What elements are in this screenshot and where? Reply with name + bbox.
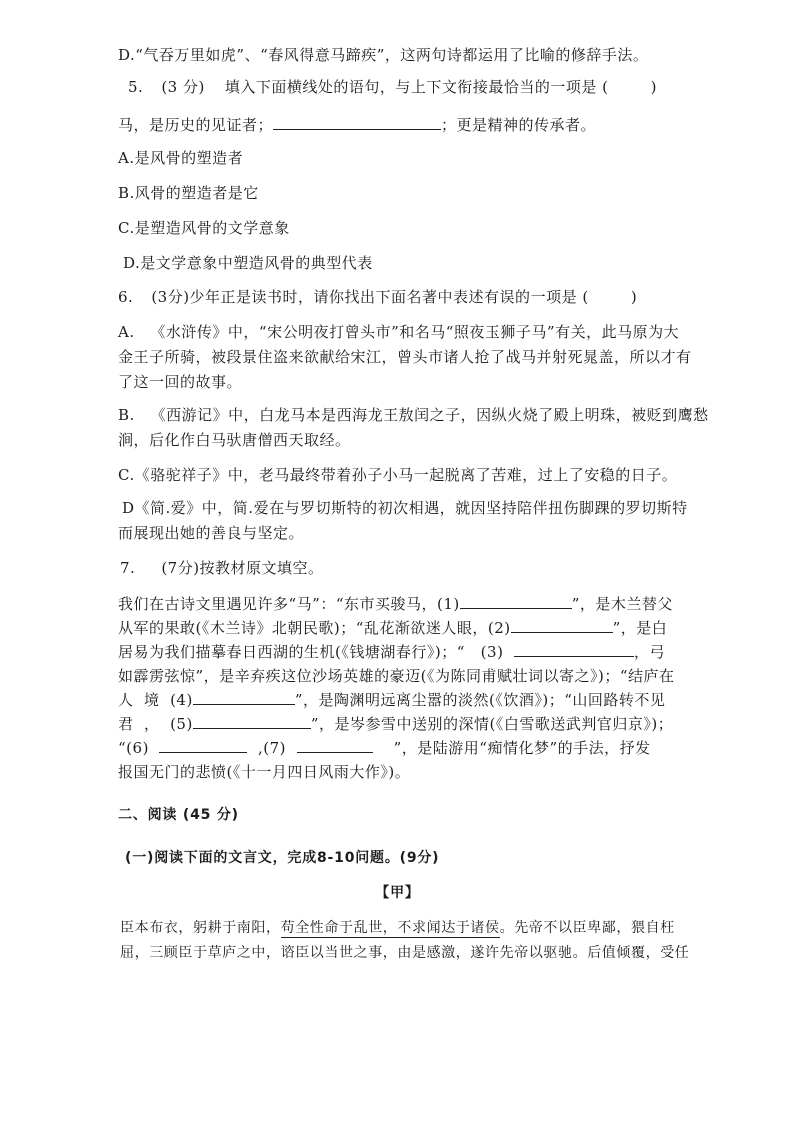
q5-header [128,77,657,97]
q7-text: 我们在古诗文里遇见许多“马”：“东市买骏马，(1) [118,595,460,613]
passage-line [120,918,675,938]
q5-points: (3 分) [161,78,205,96]
q7-text: ”，是木兰替父 [571,595,673,613]
q7-text: ,(7) [247,739,297,757]
q6-option-a-line: 了这一回的故事。 [118,373,243,391]
q6-option-d-line: D《简.爱》中，简.爱在与罗切斯特的初次相遇，就因坚持陪伴扭伤脚踝的罗切斯特 [122,499,688,517]
q7-text: 报国无门的悲愤(《十一月四日风雨大作》)。 [118,763,411,781]
q6-option-c: C.《骆驼祥子》中，老马最终带着孙子小马一起脱离了苦难，过上了安稳的日子。 [118,466,678,484]
passage-text: 臣本布衣，躬耕于南阳， [120,920,281,936]
q7-blank-7 [297,738,373,753]
q7-blank-5 [193,714,311,729]
passage-label: 【甲】 [375,885,420,901]
q7-text: ，弓 [633,643,665,661]
q4-option-d: D.“气吞万里如虎”、“春风得意马蹄疾”，这两句诗都运用了比喻的修辞手法。 [118,46,649,64]
q6-option-b-line: 涧，后化作白马驮唐僧西天取经。 [118,431,351,449]
passage-text: 。先帝不以臣卑鄙，猥自枉 [499,920,675,936]
reading-part-title: (一)阅读下面的文言文，完成8-10问题。(9分) [125,850,440,866]
q5-stem: 填入下面横线处的语句，与上下文衔接最恰当的一项是 ( ) [224,78,657,96]
passage-line: 屈，三顾臣于草庐之中，谘臣以当世之事，由是感激，遂许先帝以驱驰。后值倾覆，受任 [120,945,690,961]
q7-paragraph-line [118,714,673,734]
q7-text: “(6) [118,739,160,757]
q7-text: ”，是白 [612,619,668,637]
q7-text: ”，是岑参雪中送别的深情(《白雪歌送武判官归京》)； [310,715,674,733]
q5-sentence-after: ；更是精神的传承者。 [441,116,597,134]
q5-option-b: B.风骨的塑造者是它 [118,184,259,202]
q5-option-d: D.是文学意象中塑造风骨的典型代表 [123,254,373,272]
q7-text: 从军的果敢(《木兰诗》北朝民歌)；“乱花渐欲迷人眼，(2) [118,619,511,637]
q5-sentence [118,115,596,135]
q6-option-b-line: B. 《西游记》中，白龙马本是西海龙王敖闰之子，因纵火烧了殿上明珠，被贬到鹰愁 [118,406,709,424]
q5-number: 5. [128,78,144,96]
q7-number: 7. [120,559,136,577]
q7-text: 如霹雳弦惊”，是辛弃疾这位沙场英雄的豪迈(《为陈同甫赋壮词以寄之》)；“结庐在 [118,667,675,685]
q7-text: ”，是陆游用“痴情化梦”的手法，抒发 [372,739,651,757]
q7-paragraph-line [118,762,410,782]
q7-text: 君 ， (5) [118,715,193,733]
q7-paragraph-line [118,666,675,686]
q6-option-a-line: A. 《水浒传》中，“宋公明夜打曾头市”和名马“照夜玉狮子马”有关，此马原为大 [118,323,680,341]
q7-header [120,558,324,578]
q6-number: 6. [118,288,134,306]
q7-blank-2 [511,618,613,633]
q5-option-c: C.是塑造风骨的文学意象 [118,219,290,237]
q7-blank-4 [193,690,295,705]
q7-paragraph-line [118,618,667,638]
q7-text: ”，是陶渊明远离尘嚣的淡然(《饮酒》)；“山回路转不见 [294,691,666,709]
q7-paragraph-line [118,642,665,662]
q7-blank-1 [460,594,572,609]
q6-stem: (3分)少年正是读书时，请你找出下面名著中表述有误的一项是 ( ) [151,288,638,306]
q6-header [118,287,637,307]
q7-paragraph-line [118,690,665,710]
q6-option-a-line: 金王子所骑，被段景住盗来欲献给宋江，曾头市诸人抢了战马并射死晁盖，所以才有 [118,348,692,366]
q7-blank-6 [159,738,247,753]
q7-text: 人 境 (4) [118,691,193,709]
q7-blank-3 [514,642,634,657]
passage-underlined-text: 苟全性命于乱世，不求闻达于诸侯 [280,920,500,936]
section-title-reading: 二、阅读 (45 分) [118,807,239,823]
q7-paragraph-line [118,594,673,614]
q5-sentence-before: 马，是历史的见证者； [118,116,274,134]
q7-paragraph-line [118,738,651,758]
q7-stem: (7分)按教材原文填空。 [161,559,324,577]
q6-option-d-line: 而展现出她的善良与坚定。 [118,524,305,542]
q5-option-a: A.是风骨的塑造者 [118,149,244,167]
q7-text: 居易为我们描摹春日西湖的生机(《钱塘湖春行》)；“ (3) [118,643,514,661]
q5-answer-blank [273,115,441,130]
